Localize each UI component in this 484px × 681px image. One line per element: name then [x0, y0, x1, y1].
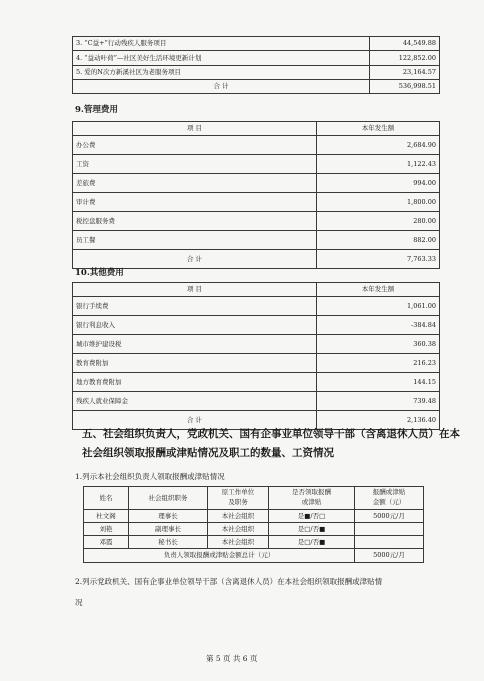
- amount-cell: 2,684.90: [317, 136, 440, 155]
- header-amount: 本年发生额: [317, 122, 440, 136]
- table-row: [73, 174, 440, 193]
- item-cell: 残疾人就业保障金: [73, 392, 317, 411]
- header-unit-line2: 及职务: [228, 498, 248, 506]
- table-row: [73, 231, 440, 250]
- header-item: 项 目: [73, 283, 317, 297]
- unit-cell: 本社会组织: [208, 523, 269, 536]
- table-row: [73, 212, 440, 231]
- item-cell: 税控盘服务费: [73, 212, 317, 231]
- amount-cell: 44,549.88: [370, 37, 440, 51]
- position-cell: 理事长: [129, 510, 208, 523]
- unit-cell: 本社会组织: [208, 510, 269, 523]
- header-original-unit: [208, 487, 269, 510]
- amount-cell: 994.00: [317, 174, 440, 193]
- position-cell: 秘书长: [129, 536, 208, 549]
- total-label: 合 计: [73, 250, 317, 269]
- total-label: 负责人领取报酬或津贴金额总计（元）: [84, 549, 355, 563]
- item-cell: 审计费: [73, 193, 317, 212]
- amount-cell: [355, 536, 424, 549]
- amount-cell: -384.84: [317, 316, 440, 335]
- header-item: 项 目: [73, 122, 317, 136]
- amount-cell: 216.23: [317, 354, 440, 373]
- subsection-1-title: 1.列示本社会组织负责人领取报酬或津贴情况: [75, 472, 225, 481]
- table-row: [73, 193, 440, 212]
- item-cell: 地方教育费附加: [73, 373, 317, 392]
- other-expense-table: [72, 282, 440, 430]
- page-number: 第 5 页 共 6 页: [206, 654, 258, 663]
- table-row: [73, 66, 440, 80]
- header-amount-line2: 金额（元）: [372, 498, 406, 506]
- amount-cell: 280.00: [317, 212, 440, 231]
- unit-cell: 本社会组织: [208, 536, 269, 549]
- item-cell: 银行手续费: [73, 297, 317, 316]
- total-label: 合 计: [73, 80, 370, 94]
- total-row: [84, 549, 424, 563]
- amount-cell: [355, 523, 424, 536]
- table-row: [73, 316, 440, 335]
- amount-cell: 122,852.00: [370, 51, 440, 66]
- header-receive-line2: 或津贴: [301, 498, 322, 506]
- item-cell: 工资: [73, 155, 317, 174]
- table-row: [73, 392, 440, 411]
- item-cell: 教育费附加: [73, 354, 317, 373]
- item-cell: 城市维护建设税: [73, 335, 317, 354]
- name-cell: 杜文阁: [84, 510, 129, 523]
- table-row: [73, 354, 440, 373]
- leaders-remuneration-table: [83, 486, 424, 563]
- header-receive: [269, 487, 355, 510]
- subsection-2-title-line1: 2.列示党政机关、国有企事业单位领导干部（含离退休人员）在本社会组织领取报酬或津贴情: [75, 577, 383, 586]
- table-row: [84, 510, 424, 523]
- header-row: [73, 122, 440, 136]
- header-name: 姓名: [84, 487, 129, 510]
- table-row: [73, 155, 440, 174]
- amount-cell: 1,061.00: [317, 297, 440, 316]
- management-expense-table: [72, 121, 440, 269]
- name-cell: 邓霞: [84, 536, 129, 549]
- header-unit-line1: 原工作单位: [221, 488, 255, 497]
- item-cell: 3. “C益+”行动残疾人服务项目: [73, 37, 370, 51]
- table-row: [73, 37, 440, 51]
- table-row: [84, 536, 424, 549]
- item-cell: 办公费: [73, 136, 317, 155]
- total-row: [73, 250, 440, 269]
- receive-cell: 是□/否■: [269, 523, 355, 536]
- item-cell: 5. 爱的N次方新溪社区为老服务项目: [73, 66, 370, 80]
- item-cell: 差旅费: [73, 174, 317, 193]
- table-row: [73, 136, 440, 155]
- item-cell: 员工餐: [73, 231, 317, 250]
- table-row: [73, 335, 440, 354]
- total-label: 合 计: [73, 411, 317, 430]
- header-amount: [355, 487, 424, 510]
- item-cell: 银行利息收入: [73, 316, 317, 335]
- header-position: 社会组织职务: [129, 487, 208, 510]
- amount-cell: 144.15: [317, 373, 440, 392]
- amount-cell: 882.00: [317, 231, 440, 250]
- amount-cell: 739.48: [317, 392, 440, 411]
- total-amount: 536,998.51: [370, 80, 440, 94]
- section-five-heading-line1: 五、社会组织负责人，党政机关、国有企事业单位领导干部（含离退休人员）在本: [82, 428, 460, 440]
- amount-cell: 1,122.43: [317, 155, 440, 174]
- header-amount-line1: 报酬或津贴: [372, 488, 406, 497]
- header-amount: 本年发生额: [317, 283, 440, 297]
- header-row: [84, 487, 424, 510]
- section-five-heading-line2: 社会组织领取报酬或津贴情况及职工的数量、工资情况: [82, 447, 334, 459]
- section-title-management: 9.管理费用: [75, 105, 118, 115]
- table-row: [84, 523, 424, 536]
- project-expense-table: [72, 36, 440, 94]
- table-row: [73, 51, 440, 66]
- amount-cell: 1,800.00: [317, 193, 440, 212]
- receive-cell: 是□/否■: [269, 536, 355, 549]
- section-title-other: 10.其他费用: [75, 268, 124, 278]
- amount-cell: 5000元/月: [355, 510, 424, 523]
- total-amount: 2,136.40: [317, 411, 440, 430]
- total-amount: 7,763.33: [317, 250, 440, 269]
- header-receive-line1: 是否领取报酬: [292, 488, 331, 497]
- name-cell: 刘艳: [84, 523, 129, 536]
- total-amount: 5000元/月: [355, 549, 424, 563]
- header-row: [73, 283, 440, 297]
- position-cell: 副理事长: [129, 523, 208, 536]
- table-row: [73, 373, 440, 392]
- item-cell: 4. “益动叶荷”—社区美好生活环境更新计划: [73, 51, 370, 66]
- subsection-2-title-line2: 况: [75, 598, 83, 607]
- amount-cell: 23,164.57: [370, 66, 440, 80]
- amount-cell: 360.38: [317, 335, 440, 354]
- table-row: [73, 297, 440, 316]
- total-row: [73, 80, 440, 94]
- receive-cell: 是■/否□: [269, 510, 355, 523]
